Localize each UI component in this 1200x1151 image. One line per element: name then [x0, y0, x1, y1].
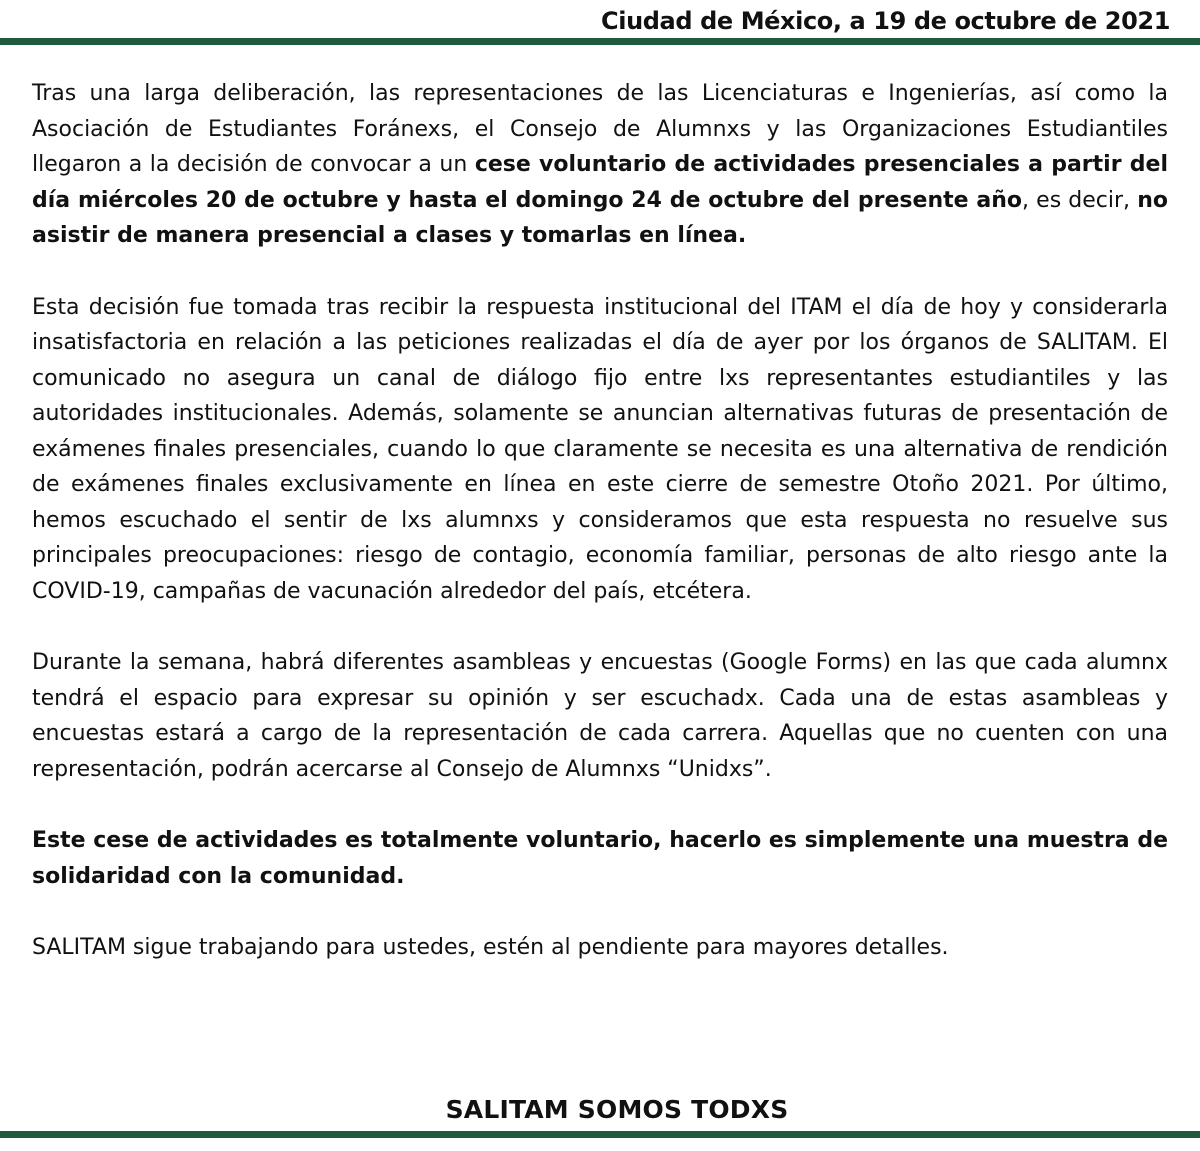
bottom-divider: [0, 1131, 1200, 1138]
paragraph-voluntary: [32, 823, 1168, 894]
paragraph-follow-up: SALITAM sigue trabajando para ustedes, estén al pendiente para mayores detalles.: [32, 935, 949, 960]
paragraph-assemblies: Durante la semana, habrá diferentes asambleas y encuestas (Google Forms) en las que cada alumnx tendrá el espacio para expresar su opinión y ser escuchadx. Cada una de estas asambleas y encuestas estará a cargo de la representación de cada carrera. Aquellas que no cuenten con una representación, podrán acercarse al Consejo de Alumnxs “Unidxs”.: [32, 650, 1168, 782]
announcement-text-2: , es decir,: [1022, 187, 1138, 213]
announcement-bold-1: cese voluntario de actividades presenciales a partir del día miércoles 20 de octubre y hasta el domingo 24 de octubre del presente año: [32, 152, 1168, 213]
announcement-text-1: Tras una larga deliberación, las representaciones de las Licenciaturas e Ingenierías, así como la Asociación de Estudiantes Foránexs, el Consejo de Alumnxs y las Organizaciones Estudiantiles llegaron a la decisión de convocar a un: [32, 81, 1168, 177]
top-divider: [0, 38, 1200, 45]
statement-body: [32, 76, 1168, 1002]
paragraph-reasons: Esta decisión fue tomada tras recibir la respuesta institucional del ITAM el día de hoy y considerarla insatisfactoria en relación a las peticiones realizadas el día de ayer por los órganos de SALITAM. El comunicado no asegura un canal de diálogo fijo entre lxs representantes estudiantiles y las autoridades institucionales. Además, solamente se anuncian alternativas futuras de presentación de exámenes finales presenciales, cuando lo que claramente se necesita es una alternativa de rendición de exámenes finales exclusivamente en línea en este cierre de semestre Otoño 2021. Por último, hemos escuchado el sentir de lxs alumnxs y consideramos que esta respuesta no resuelve sus principales preocupaciones: riesgo de contagio, economía familiar, personas de alto riesgo ante la COVID-19, campañas de vacunación alrededor del país, etcétera.: [32, 294, 1168, 604]
announcement-bold-2: no asistir de manera presencial a clases y tomarlas en línea.: [32, 187, 1168, 248]
date-line: Ciudad de México, a 19 de octubre de 2021: [601, 7, 1170, 35]
closing-slogan: SALITAM SOMOS TODXS: [445, 1095, 789, 1124]
voluntary-bold: Este cese de actividades es totalmente voluntario, hacerlo es simplemente una muestra de solidaridad con la comunidad.: [32, 828, 1168, 889]
paragraph-announcement: [32, 76, 1168, 254]
